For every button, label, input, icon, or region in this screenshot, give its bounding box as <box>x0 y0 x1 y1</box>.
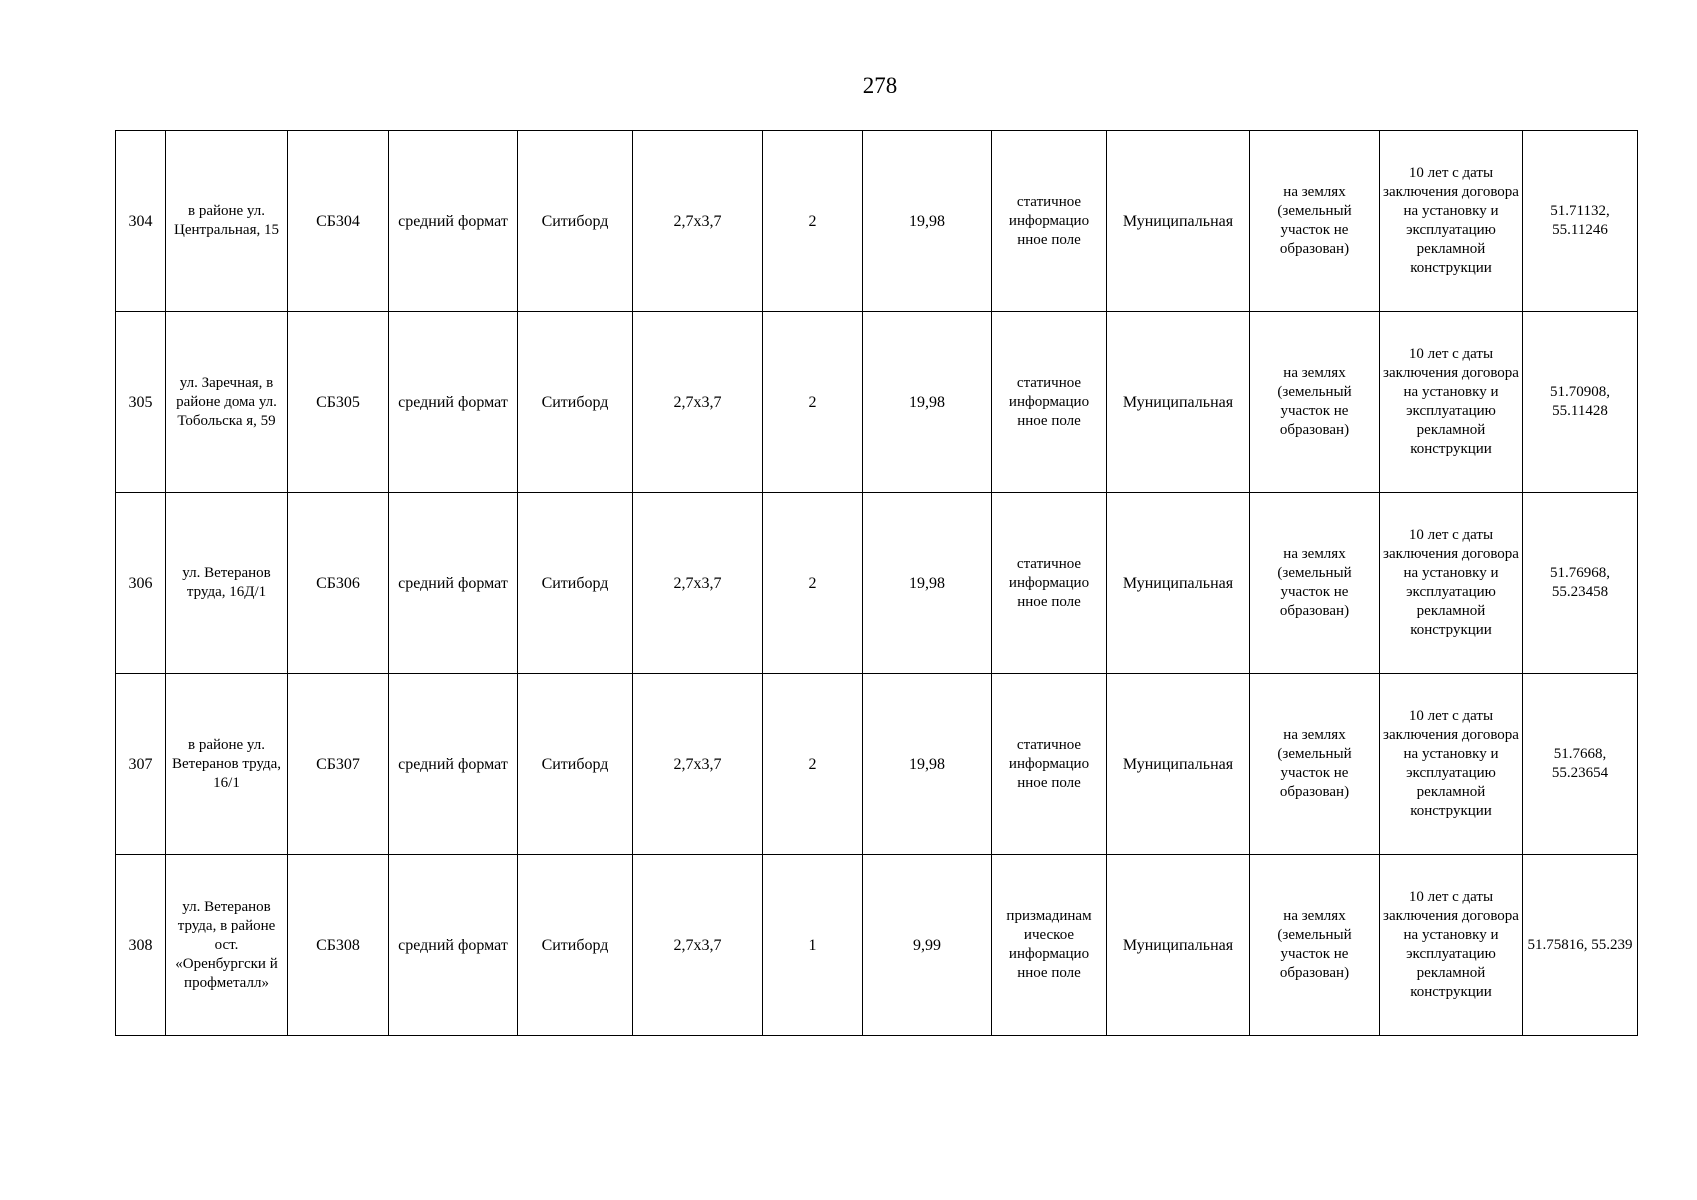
area-cell: 19,98 <box>863 312 992 493</box>
page-number: 278 <box>862 73 898 98</box>
address-cell: в районе ул. Центральная, 15 <box>166 131 288 312</box>
sides-cell: 2 <box>763 131 863 312</box>
format-cell: средний формат <box>389 674 518 855</box>
ownership-cell: Муниципальная <box>1107 493 1250 674</box>
row-number-cell: 306 <box>116 493 166 674</box>
address-cell: ул. Заречная, в районе дома ул. Тобольска я, 59 <box>166 312 288 493</box>
ownership-cell: Муниципальная <box>1107 131 1250 312</box>
code-cell: СБ304 <box>288 131 389 312</box>
field-type-cell: статичное информацио нное поле <box>992 493 1107 674</box>
land-cell: на землях (земельный участок не образован) <box>1250 131 1380 312</box>
area-cell: 19,98 <box>863 493 992 674</box>
address-cell: ул. Ветеранов труда, в районе ост. «Оренбургски й профметалл» <box>166 855 288 1036</box>
ownership-cell: Муниципальная <box>1107 855 1250 1036</box>
code-cell: СБ307 <box>288 674 389 855</box>
field-type-cell: статичное информацио нное поле <box>992 674 1107 855</box>
table-row <box>116 855 1638 1036</box>
size-cell: 2,7х3,7 <box>633 493 763 674</box>
area-cell: 19,98 <box>863 674 992 855</box>
ownership-cell: Муниципальная <box>1107 674 1250 855</box>
row-number-cell: 307 <box>116 674 166 855</box>
advertising-structures-table <box>115 130 1638 1036</box>
format-cell: средний формат <box>389 131 518 312</box>
term-cell: 10 лет с даты заключения договора на установку и эксплуатацию рекламной конструкции <box>1380 855 1523 1036</box>
type-cell: Ситиборд <box>518 674 633 855</box>
size-cell: 2,7х3,7 <box>633 674 763 855</box>
format-cell: средний формат <box>389 855 518 1036</box>
field-type-cell: призмадинам ическое информацио нное поле <box>992 855 1107 1036</box>
land-cell: на землях (земельный участок не образован) <box>1250 855 1380 1036</box>
format-cell: средний формат <box>389 493 518 674</box>
row-number-cell: 305 <box>116 312 166 493</box>
field-type-cell: статичное информацио нное поле <box>992 131 1107 312</box>
address-cell: ул. Ветеранов труда, 16Д/1 <box>166 493 288 674</box>
type-cell: Ситиборд <box>518 131 633 312</box>
term-cell: 10 лет с даты заключения договора на установку и эксплуатацию рекламной конструкции <box>1380 674 1523 855</box>
land-cell: на землях (земельный участок не образован) <box>1250 312 1380 493</box>
term-cell: 10 лет с даты заключения договора на установку и эксплуатацию рекламной конструкции <box>1380 131 1523 312</box>
sides-cell: 2 <box>763 493 863 674</box>
address-cell: в районе ул. Ветеранов труда, 16/1 <box>166 674 288 855</box>
type-cell: Ситиборд <box>518 312 633 493</box>
ownership-cell: Муниципальная <box>1107 312 1250 493</box>
size-cell: 2,7х3,7 <box>633 855 763 1036</box>
table-row <box>116 131 1638 312</box>
table-row <box>116 493 1638 674</box>
area-cell: 19,98 <box>863 131 992 312</box>
sides-cell: 2 <box>763 674 863 855</box>
field-type-cell: статичное информацио нное поле <box>992 312 1107 493</box>
sides-cell: 2 <box>763 312 863 493</box>
coordinates-cell: 51.70908, 55.11428 <box>1523 312 1638 493</box>
coordinates-cell: 51.71132, 55.11246 <box>1523 131 1638 312</box>
row-number-cell: 304 <box>116 131 166 312</box>
coordinates-cell: 51.7668, 55.23654 <box>1523 674 1638 855</box>
row-number-cell: 308 <box>116 855 166 1036</box>
term-cell: 10 лет с даты заключения договора на установку и эксплуатацию рекламной конструкции <box>1380 493 1523 674</box>
area-cell: 9,99 <box>863 855 992 1036</box>
land-cell: на землях (земельный участок не образован) <box>1250 493 1380 674</box>
term-cell: 10 лет с даты заключения договора на установку и эксплуатацию рекламной конструкции <box>1380 312 1523 493</box>
coordinates-cell: 51.75816, 55.239 <box>1523 855 1638 1036</box>
table-row <box>116 674 1638 855</box>
land-cell: на землях (земельный участок не образован) <box>1250 674 1380 855</box>
coordinates-cell: 51.76968, 55.23458 <box>1523 493 1638 674</box>
type-cell: Ситиборд <box>518 855 633 1036</box>
type-cell: Ситиборд <box>518 493 633 674</box>
size-cell: 2,7х3,7 <box>633 131 763 312</box>
size-cell: 2,7х3,7 <box>633 312 763 493</box>
sides-cell: 1 <box>763 855 863 1036</box>
table-row <box>116 312 1638 493</box>
code-cell: СБ308 <box>288 855 389 1036</box>
code-cell: СБ305 <box>288 312 389 493</box>
code-cell: СБ306 <box>288 493 389 674</box>
format-cell: средний формат <box>389 312 518 493</box>
